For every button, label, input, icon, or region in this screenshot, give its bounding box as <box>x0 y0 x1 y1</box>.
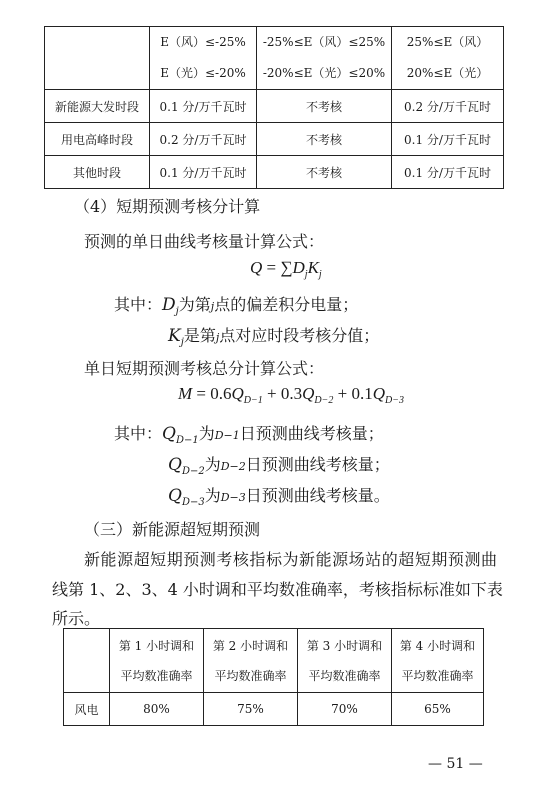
table-cell: 不考核 <box>257 90 392 123</box>
header-line: 平均数准确率 <box>214 668 287 683</box>
text: 点对应时段考核分值； <box>219 326 380 345</box>
formula-total-score <box>178 384 404 406</box>
table-cell: 0.2 分/万千瓦时 <box>392 90 504 123</box>
symbol-q: Q <box>372 384 386 403</box>
symbol-d: D <box>162 295 176 315</box>
coefficient: = 0.6 <box>196 384 232 403</box>
subscript-j: j <box>175 306 179 317</box>
symbol-q: Q <box>302 384 315 403</box>
table-cell: 0.2 分/万千瓦时 <box>150 123 257 156</box>
table-header-cell <box>257 27 392 90</box>
paragraph-line: 线第 1、2、3、4 小时调和平均数准确率，考核指标标准如下表 <box>52 580 503 599</box>
subscript: D−2 <box>181 466 205 477</box>
symbol-j: j <box>215 331 220 344</box>
table-cell: 不考核 <box>257 123 392 156</box>
symbol-q: Q <box>231 384 244 403</box>
where-q3-definition <box>168 483 390 508</box>
table-cell: 不考核 <box>257 156 392 189</box>
text: 日预测曲线考核量。 <box>245 486 390 505</box>
subscript-j: j <box>304 269 308 280</box>
table-cell: 80% <box>110 693 204 726</box>
subscript: D−3 <box>181 497 205 508</box>
symbol-q: Q <box>250 258 263 277</box>
table-cell: 0.1 分/万千瓦时 <box>392 156 504 189</box>
header-line: 20%≤E（光） <box>406 66 489 80</box>
assessment-score-table <box>44 26 504 189</box>
symbol-q: Q <box>168 455 182 475</box>
paragraph-line: 新能源超短期预测考核指标为新能源场站的超短期预测曲 <box>84 550 497 569</box>
section-3-heading: （三）新能源超短期预测 <box>84 520 261 539</box>
header-line: 平均数准确率 <box>120 668 193 683</box>
table-header-cell <box>392 27 504 90</box>
table-header-cell <box>45 27 150 90</box>
text: 是第 <box>183 326 216 345</box>
symbol-q: Q <box>168 486 182 506</box>
header-line: 第 3 小时调和 <box>306 638 383 653</box>
subscript: D−1 <box>243 395 263 406</box>
table-header-cell <box>298 629 392 693</box>
equals-sign: = <box>266 258 277 277</box>
text: 为 <box>198 424 215 443</box>
header-line: E（风）≤-25% <box>160 35 246 49</box>
table-row <box>64 693 484 726</box>
header-line: 平均数准确率 <box>401 668 474 683</box>
formula2-intro: 单日短期预测考核总分计算公式： <box>84 359 325 378</box>
table-header-cell <box>110 629 204 693</box>
where-q1-definition <box>114 421 384 446</box>
table-cell: 75% <box>204 693 298 726</box>
subscript: D−2 <box>314 395 334 406</box>
subscript: D−1 <box>175 435 199 446</box>
coefficient: + 0.1 <box>337 384 373 403</box>
symbol-q: Q <box>162 424 176 444</box>
table-cell: 70% <box>298 693 392 726</box>
table-cell: 新能源大发时段 <box>45 90 150 123</box>
formula1-intro: 预测的单日曲线考核量计算公式： <box>84 232 325 251</box>
header-line: E（光）≤-20% <box>160 66 246 80</box>
day-label: D−3 <box>220 491 246 504</box>
symbol-k: K <box>307 258 319 277</box>
table-header-row <box>45 27 504 90</box>
sum-symbol: ∑ <box>280 258 293 277</box>
table-header-cell <box>64 629 110 693</box>
subscript-j: j <box>180 337 184 348</box>
table-cell: 65% <box>392 693 484 726</box>
text: 为 <box>204 486 221 505</box>
table-cell: 0.1 分/万千瓦时 <box>150 156 257 189</box>
table-header-row <box>64 629 484 693</box>
where-q2-definition <box>168 452 390 477</box>
table-header-cell <box>392 629 484 693</box>
table-cell: 0.1 分/万千瓦时 <box>392 123 504 156</box>
page-number: — 51 — <box>428 756 483 772</box>
day-label: D−1 <box>214 429 240 442</box>
header-line: 第 4 小时调和 <box>399 638 476 653</box>
accuracy-standard-table <box>63 628 484 726</box>
symbol-m: M <box>178 384 193 403</box>
table-cell: 其他时段 <box>45 156 150 189</box>
symbol-k: K <box>168 326 181 346</box>
day-label: D−2 <box>220 460 246 473</box>
where-d-definition <box>114 292 358 317</box>
text: 为 <box>204 455 221 474</box>
table-cell: 用电高峰时段 <box>45 123 150 156</box>
subscript: D−3 <box>385 395 404 406</box>
table-header-cell <box>150 27 257 90</box>
header-line: 平均数准确率 <box>308 668 381 683</box>
header-line: 25%≤E（风） <box>406 35 489 49</box>
header-line: 第 2 小时调和 <box>212 638 289 653</box>
where-k-definition <box>168 323 379 348</box>
subscript-j: j <box>318 269 322 280</box>
table-cell: 0.1 分/万千瓦时 <box>150 90 257 123</box>
table-row <box>45 156 504 189</box>
paragraph-line: 所示。 <box>52 609 101 628</box>
text: 日预测曲线考核量； <box>245 455 390 474</box>
table-cell: 风电 <box>64 693 110 726</box>
coefficient: + 0.3 <box>267 384 303 403</box>
table-row <box>45 90 504 123</box>
table-row <box>45 123 504 156</box>
text: 为第 <box>178 295 211 314</box>
text: 日预测曲线考核量； <box>239 424 384 443</box>
formula-daily-assessment <box>250 258 322 280</box>
header-line: -25%≤E（风）≤25% <box>262 35 386 49</box>
symbol-j: j <box>210 300 215 313</box>
header-line: -20%≤E（光）≤20% <box>262 66 386 80</box>
where-prefix: 其中： <box>114 424 163 443</box>
where-prefix: 其中： <box>114 295 163 314</box>
symbol-d: D <box>292 258 305 277</box>
header-line: 第 1 小时调和 <box>118 638 195 653</box>
table-header-cell <box>204 629 298 693</box>
section-4-heading: （4）短期预测考核分计算 <box>74 197 261 216</box>
text: 点的偏差积分电量； <box>214 295 359 314</box>
